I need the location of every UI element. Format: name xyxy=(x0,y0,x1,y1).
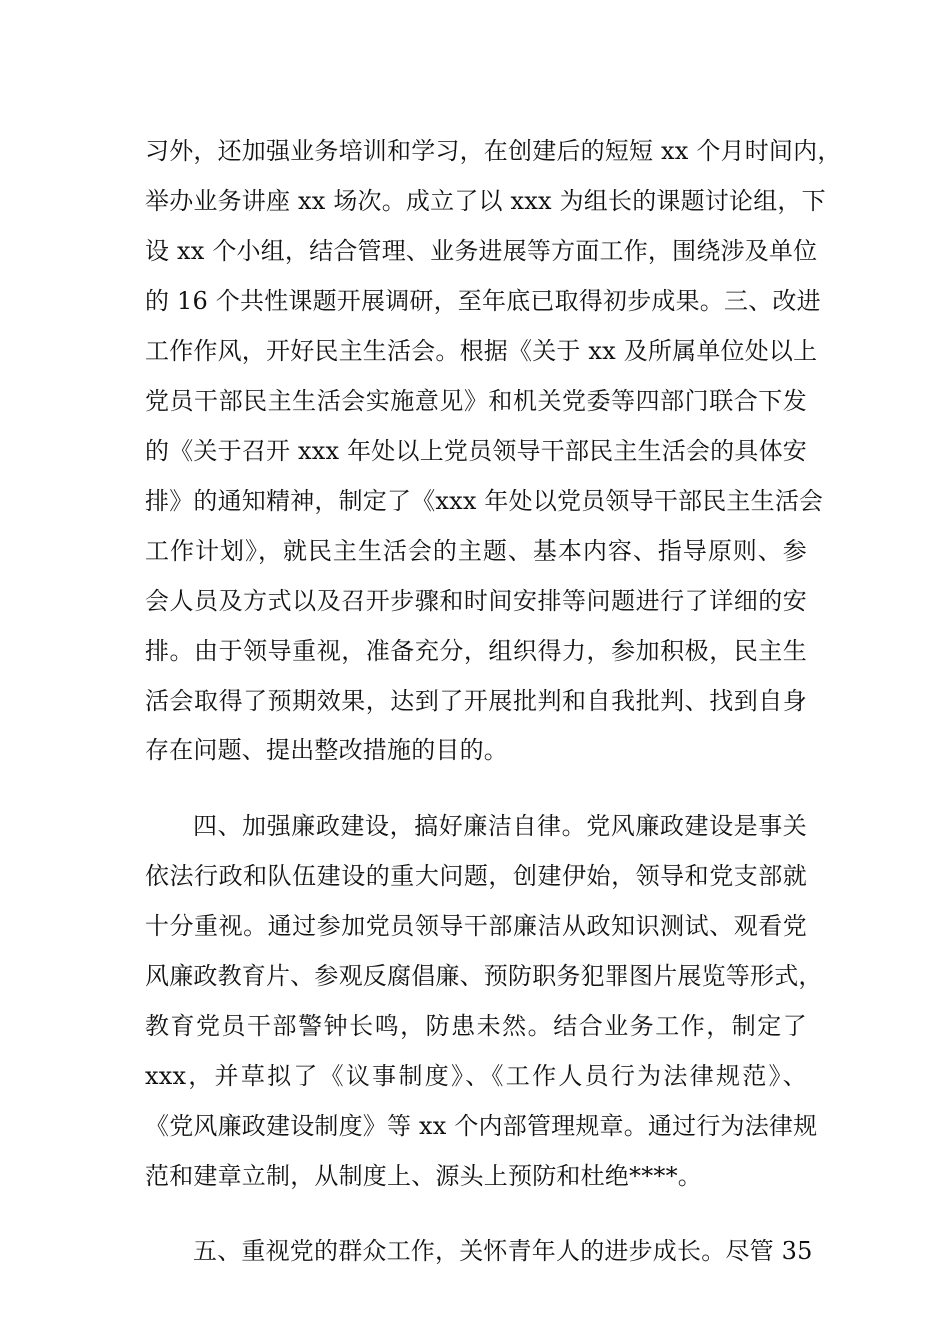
text-line: 工作计划》，就民主生活会的主题、基本内容、指导原则、参 xyxy=(145,537,807,565)
text-line: 存在问题、提出整改措施的目的。 xyxy=(145,736,508,764)
paragraph-start-line: 四、加强廉政建设，搞好廉洁自律。党风廉政建设是事关 xyxy=(193,812,807,840)
text-line: 依法行政和队伍建设的重大问题，创建伊始，领导和党支部就 xyxy=(145,862,807,890)
text-line: 范和建章立制，从制度上、源头上预防和杜绝****。 xyxy=(145,1162,702,1190)
text-line: 的《关于召开 xxx 年处以上党员领导干部民主生活会的具体安 xyxy=(145,437,807,465)
text-line: 十分重视。通过参加党员领导干部廉洁从政知识测试、观看党 xyxy=(145,912,807,940)
text-line: 举办业务讲座 xx 场次。成立了以 xxx 为组长的课题讨论组，下 xyxy=(145,187,826,215)
text-line: 活会取得了预期效果，达到了开展批判和自我批判、找到自身 xyxy=(145,687,807,715)
text-line: 教育党员干部警钟长鸣，防患未然。结合业务工作，制定了 xyxy=(145,1012,807,1040)
text-line: 排》的通知精神，制定了《xxx 年处以党员领导干部民主生活会 xyxy=(145,487,824,515)
text-line: 习外，还加强业务培训和学习，在创建后的短短 xx 个月时间内， xyxy=(145,137,842,165)
text-line: 的 16 个共性课题开展调研，至年底已取得初步成果。三、改进 xyxy=(145,287,821,315)
text-line: 党员干部民主生活会实施意见》和机关党委等四部门联合下发 xyxy=(145,387,807,415)
text-line: 风廉政教育片、参观反腐倡廉、预防职务犯罪图片展览等形式， xyxy=(145,962,823,990)
text-line: 工作作风，开好民主生活会。根据《关于 xx 及所属单位处以上 xyxy=(145,337,818,365)
paragraph-start-line: 五、重视党的群众工作，关怀青年人的进步成长。尽管 35 xyxy=(193,1237,813,1265)
text-line: xxx，并草拟了《议事制度》、《工作人员行为法律规范》、 xyxy=(145,1062,807,1090)
text-line: 《党风廉政建设制度》等 xx 个内部管理规章。通过行为法律规 xyxy=(145,1112,818,1140)
text-line: 会人员及方式以及召开步骤和时间安排等问题进行了详细的安 xyxy=(145,587,807,615)
text-line: 排。由于领导重视，准备充分，组织得力，参加积极，民主生 xyxy=(145,637,807,665)
text-line: 设 xx 个小组，结合管理、业务进展等方面工作，围绕涉及单位 xyxy=(145,237,818,265)
